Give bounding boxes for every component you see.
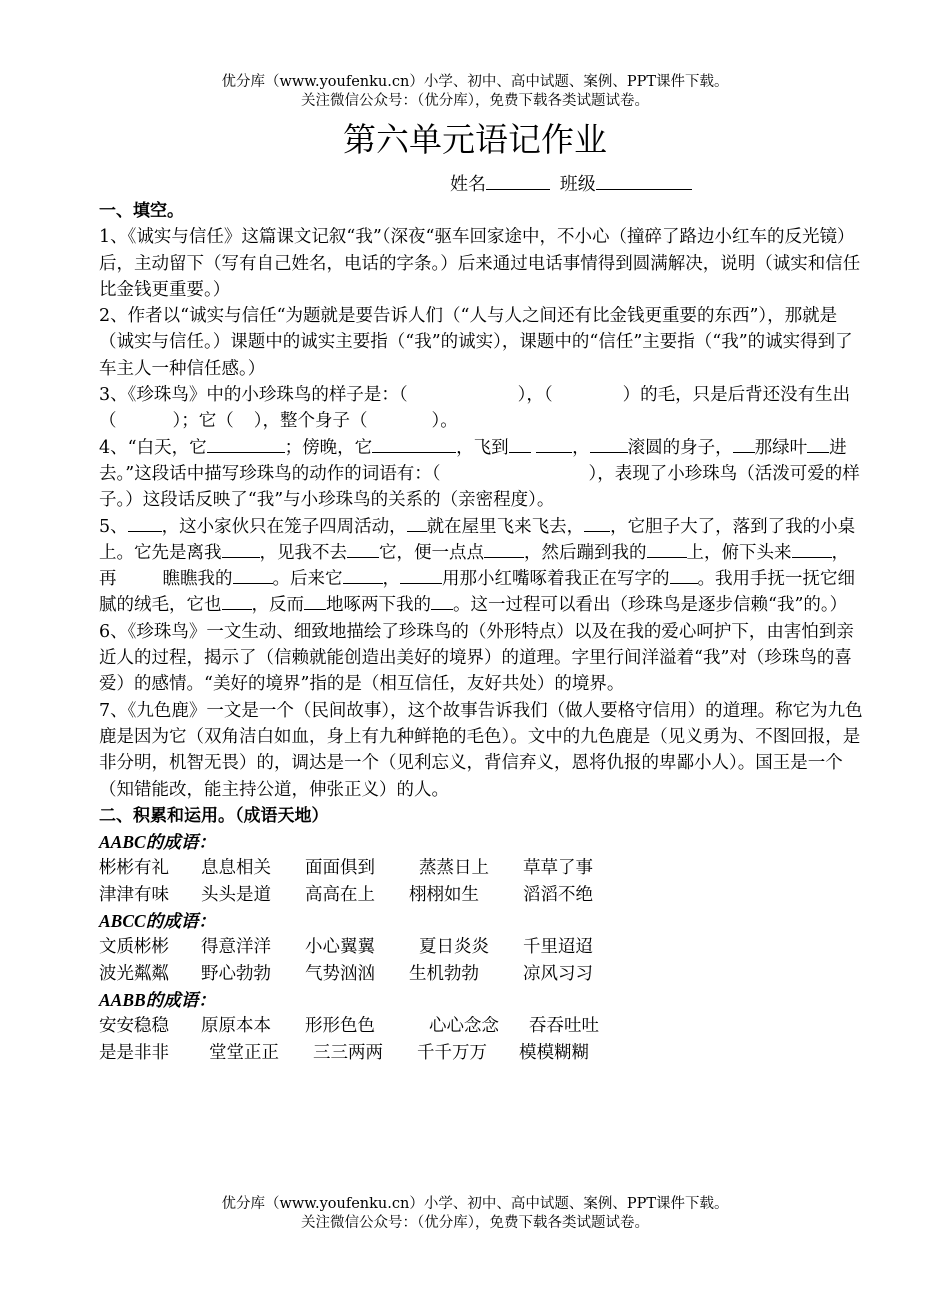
q3-text-d: ）；它（ — [172, 411, 234, 432]
q5-text: 。这一过程可以看出（珍珠鸟是逐步信赖“我”的。） — [453, 595, 848, 616]
header-line-2: 关注微信公众号：（优分库），免费下载各类试题试卷。 — [301, 93, 649, 109]
q5-text: 5、 — [99, 516, 128, 537]
idiom-row — [99, 1013, 864, 1039]
q4-text-b: ；傍晚，它 — [284, 437, 373, 458]
idiom: 文质彬彬 — [99, 937, 169, 958]
q3-text-f: ）。 — [431, 411, 458, 432]
q5-text: 地啄两下我的 — [326, 595, 431, 616]
name-label: 姓名 — [450, 174, 486, 195]
idiom: 蒸蒸日上 — [419, 858, 489, 879]
q5-text: ，然后蹦到我的 — [524, 542, 647, 563]
q5-blank[interactable] — [233, 566, 273, 584]
q3-text-a: 3、《珍珠鸟》中的小珍珠鸟的样子是：（ — [99, 385, 408, 406]
q5-blank[interactable] — [792, 540, 832, 558]
class-label: 班级 — [559, 174, 596, 195]
class-blank[interactable] — [596, 171, 692, 190]
q5-text: ， — [382, 569, 400, 590]
q4-text-e: 滚圆的身子， — [627, 437, 733, 458]
q5-blank[interactable] — [343, 566, 383, 584]
idiom: 三三两两 — [313, 1042, 383, 1063]
q4-text-g: 进去。”这段话中描写珍珠鸟的动作的词语有：（ — [99, 437, 847, 484]
idiom: 堂堂正正 — [209, 1042, 279, 1063]
idiom: 野心勃勃 — [201, 963, 271, 984]
q5-text: ，这小家伙只在笼子四周活动， — [161, 516, 407, 537]
q3-text-e: ），整个身子（ — [253, 411, 368, 432]
idiom: 千里迢迢 — [523, 937, 593, 958]
q5-text: 。我用手抚一抚它细腻的绒毛，它也 — [99, 569, 855, 616]
idiom: 模模糊糊 — [519, 1042, 589, 1063]
footer-line-1: 优分库（www.youfenku.cn）小学、初中、高中试题、案例、PPT课件下载。 — [221, 1196, 729, 1212]
idiom: 小心翼翼 — [305, 937, 375, 958]
idiom: 是是非非 — [99, 1042, 169, 1063]
q4-blank[interactable] — [536, 435, 572, 453]
aabb-label: AABB的成语： — [99, 989, 216, 1010]
q4-blank[interactable] — [509, 435, 531, 453]
name-blank[interactable] — [486, 171, 550, 190]
page-title: 第六单元语记作业 — [343, 120, 607, 159]
idiom: 心心念念 — [429, 1016, 499, 1037]
header-line-1: 优分库（www.youfenku.cn）小学、初中、高中试题、案例、PPT课件下载。 — [221, 74, 729, 90]
question-3 — [99, 382, 864, 435]
q5-text: ，反而 — [251, 595, 304, 616]
idiom-row — [99, 855, 864, 881]
idiom: 津津有味 — [99, 884, 169, 905]
q5-blank[interactable] — [647, 540, 687, 558]
idiom: 栩栩如生 — [409, 884, 479, 905]
q4-text-d: ， — [572, 437, 590, 458]
q5-blank[interactable] — [407, 514, 427, 532]
q5-blank[interactable] — [222, 592, 252, 610]
idiom: 波光粼粼 — [99, 963, 169, 984]
q5-text: 瞧瞧我的 — [162, 569, 233, 590]
q5-text: ，它胆子大了，落到了我的小桌上。它先是离我 — [99, 516, 856, 563]
idiom: 气势汹汹 — [305, 963, 375, 984]
q3-text-b: ），（ — [517, 385, 553, 406]
q5-text: 用那小红嘴啄着我正在写字的 — [442, 569, 670, 590]
idiom: 原原本本 — [201, 1016, 271, 1037]
section-2-heading: 二、积累和运用。（成语天地） — [99, 805, 329, 826]
q5-blank[interactable] — [584, 514, 610, 532]
idiom: 高高在上 — [305, 884, 375, 905]
idiom: 滔滔不绝 — [523, 884, 593, 905]
idiom: 生机勃勃 — [409, 963, 479, 984]
idiom: 草草了事 — [523, 858, 593, 879]
name-class-row — [450, 171, 692, 197]
question-4 — [99, 435, 864, 514]
aabc-label: AABC的成语： — [99, 832, 216, 853]
q4-blank[interactable] — [807, 435, 829, 453]
q5-blank[interactable] — [304, 592, 326, 610]
idiom: 息息相关 — [201, 858, 271, 879]
q5-blank[interactable] — [347, 540, 379, 558]
idiom-row — [99, 961, 864, 987]
q5-text: 上，俯下头来 — [686, 542, 792, 563]
question-5 — [99, 514, 864, 619]
idiom: 安安稳稳 — [99, 1016, 169, 1037]
q5-blank[interactable] — [128, 514, 162, 532]
q5-blank[interactable] — [670, 566, 698, 584]
q4-blank[interactable] — [372, 435, 456, 453]
q4-text-h: ），表现了小珍珠鸟（活泼可爱的样子。）这段话反映了“我”与小珍珠鸟的关系的（亲密程度）。 — [99, 463, 860, 511]
q5-blank[interactable] — [222, 540, 260, 558]
question-7: 7、《九色鹿》一文是一个（民间故事），这个故事告诉我们（做人要格守信用）的道理。称它为九色鹿是因为它（双角洁白如血，身上有九种鲜艳的毛色）。文中的九色鹿是（见义勇为、不图回报，是非分明，机智无畏）的，调达是一个（见利忘义，背信弃义，恩将仇报的卑鄙小人）。国王是一个（知错能改，能主持公道，伸张正义）的人。 — [99, 700, 863, 800]
q4-text-f: 那绿叶 — [754, 437, 808, 458]
q5-text: 。后来它 — [272, 569, 343, 590]
idiom: 吞吞吐吐 — [529, 1016, 599, 1037]
q5-text: 它，便一点点 — [379, 542, 484, 563]
q5-blank[interactable] — [484, 540, 524, 558]
abcc-label: ABCC的成语： — [99, 911, 216, 932]
q4-blank[interactable] — [590, 435, 628, 453]
question-2: 2、作者以“诚实与信任“为题就是要告诉人们（“人与人之间还有比金钱更重要的东西”），那就是（诚实与信任。）课题中的诚实主要指（“我”的诚实），课题中的“信任”主要指（“我”的诚实得到了车主人一种信任感。） — [99, 306, 853, 379]
section-1-heading: 一、填空。 — [99, 201, 184, 221]
idiom: 形形色色 — [305, 1016, 375, 1037]
q3-text-c: ）的毛，只是后背还没有生出（ — [99, 385, 851, 432]
question-1: 1、《诚实与信任》这篇课文记叙“我”（深夜“驱车回家途中，不小心（撞碎了路边小红车的反光镜）后，主动留下（写有自己姓名，电话的字条。）后来通过电话事情得到圆满解决，说明（诚实和信任比金钱更重要。） — [99, 227, 861, 300]
footer-line-2: 关注微信公众号：（优分库），免费下载各类试题试卷。 — [301, 1215, 649, 1231]
q5-text: 就在屋里飞来飞去， — [426, 516, 585, 537]
q5-text: ，再 — [99, 542, 849, 590]
idiom: 千千万万 — [417, 1042, 487, 1063]
worksheet-content — [99, 198, 864, 1066]
idiom: 头头是道 — [201, 884, 271, 905]
q5-text: ，见我不去 — [259, 542, 347, 563]
q4-blank[interactable] — [207, 435, 285, 453]
idiom: 得意洋洋 — [201, 937, 271, 958]
idiom: 凉风习习 — [523, 963, 593, 984]
idiom-row — [99, 934, 864, 960]
q4-blank[interactable] — [733, 435, 755, 453]
idiom: 面面俱到 — [305, 858, 375, 879]
q4-text-c: ，飞到 — [456, 437, 509, 458]
q5-blank[interactable] — [431, 592, 453, 610]
question-6: 6、《珍珠鸟》一文生动、细致地描绘了珍珠鸟的（外形特点）以及在我的爱心呵护下，由害怕到亲近人的过程，揭示了（信赖就能创造出美好的境界）的道理。字里行间洋溢着“我”对（珍珠鸟的喜爱）的感情。“美好的境界”指的是（相互信任，友好共处）的境界。 — [99, 621, 854, 695]
q5-blank[interactable] — [400, 566, 442, 584]
idiom: 彬彬有礼 — [99, 858, 169, 879]
idiom-row — [99, 882, 864, 908]
q4-text-a: 4、“白天，它 — [99, 437, 207, 458]
idiom: 夏日炎炎 — [419, 937, 489, 958]
idiom-row — [99, 1040, 864, 1066]
